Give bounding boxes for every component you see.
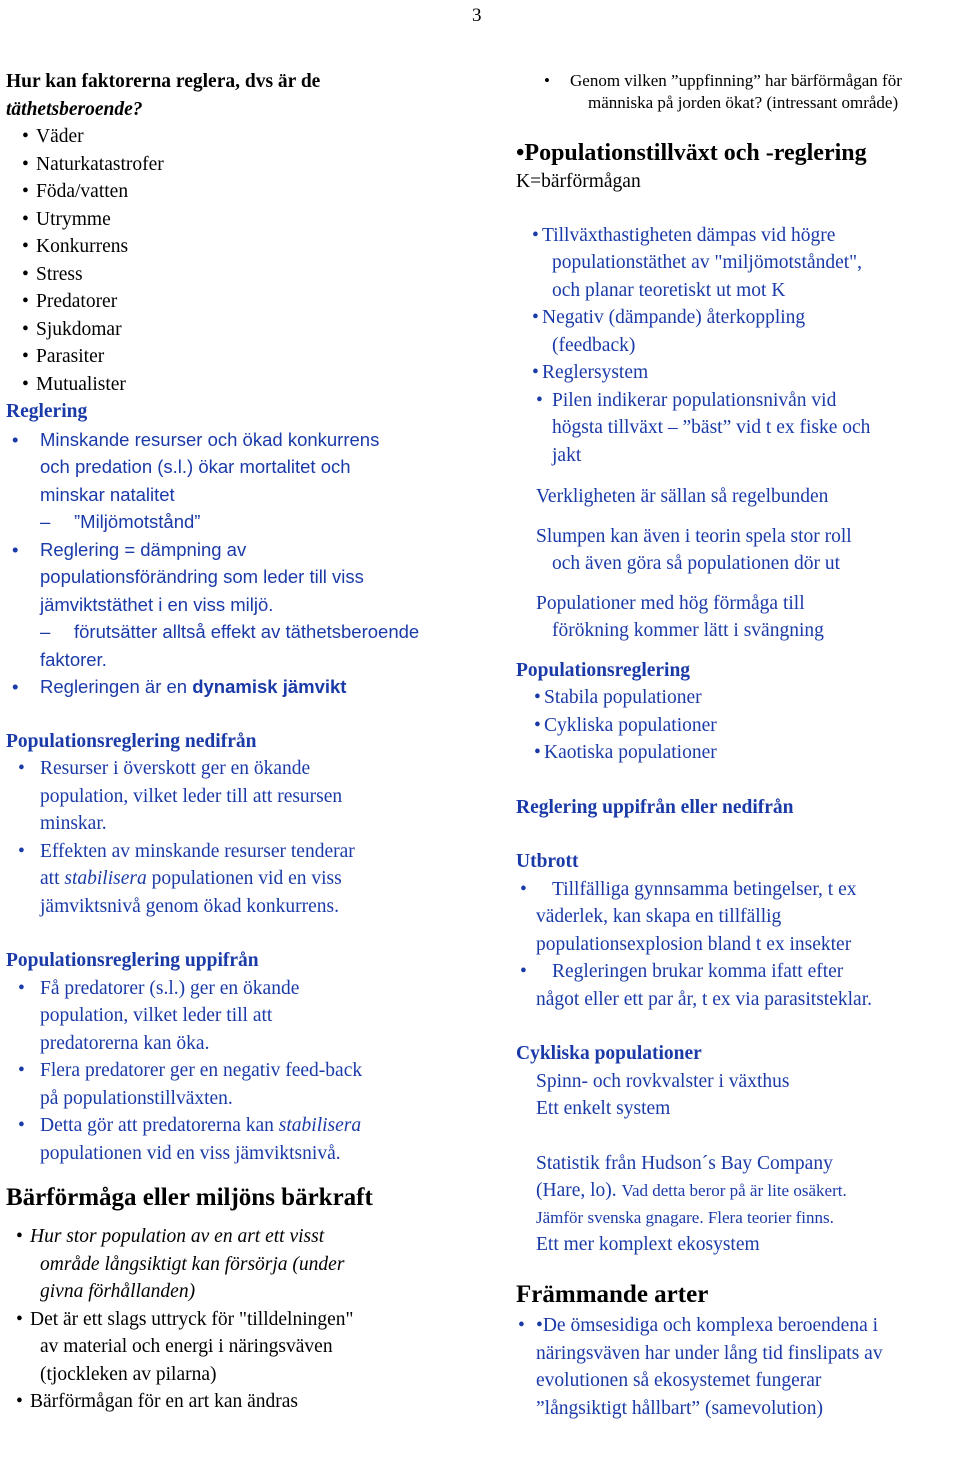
top-question: • Genom vilken ”uppfinning” har bärförmågan för människa på jorden ökat? (intressant område) (516, 70, 960, 114)
nedifran-title: Populationsreglering nedifrån (6, 730, 257, 752)
list-item: • Pilen indikerar populationsnivån vid (536, 389, 837, 411)
list-item: • Cykliska populationer (534, 714, 717, 736)
bullet-icon: • (22, 181, 29, 202)
bullet-icon: • (22, 153, 29, 175)
right-column (516, 70, 960, 1422)
paragraph-verklighet: Verkligheten är sällan så regelbunden (536, 486, 829, 507)
list-item: • Negativ (dämpande) återkoppling (532, 307, 806, 328)
tillvaxt-section: •Populationstillväxt och -reglering K=bärförmågan • Tillväxthastigheten dämpas vid högre populationstäthet av "miljömotståndet", och planar teoretiskt ut mot K • Negativ (dämpande) återkoppling (feedback) • Reglersystem • Pilen indikerar populationsnivån vid högsta tillväxt – ”bäst” vid t ex fiske och jakt (516, 138, 960, 469)
bullet-icon: • (22, 126, 29, 147)
list-item: – ”Miljömotstånd” (40, 511, 201, 532)
paragraph-slumpen: Slumpen kan även i teorin spela stor roll och även göra så populationen dör ut (536, 525, 852, 574)
list-item: • Bärförmågan för en art kan ändras (16, 1391, 299, 1412)
list-item: • Regleringen brukar komma ifatt efter (520, 961, 844, 982)
bullet-icon: • (22, 208, 29, 230)
list-item: • Effekten av minskande resurser tenderar (18, 840, 355, 862)
uppifran-section: Populationsreglering uppifrån • Få predatorer (s.l.) ger en ökande population, vilket leder till att predatorerna kan öka. • Flera predatorer ger en negativ feed-back på populationstillväxten. • Detta gör att predatorerna kan stabilisera populationen vid en viss jämviktsnivå. (6, 947, 476, 1167)
list-item: • Naturkatastrofer (18, 151, 476, 179)
list-item: • Konkurrens (18, 233, 476, 261)
list-item: • Stress (18, 261, 476, 289)
utbrott-title: Utbrott (516, 851, 579, 872)
list-item: • Sjukdomar (18, 316, 476, 344)
list-item: • Minskande resurser och ökad konkurrens (12, 428, 380, 450)
list-item: • Mutualister (18, 371, 476, 399)
list-item: • Regleringen är en dynamisk jämvikt (12, 676, 347, 697)
list-item: • Föda/vatten (18, 178, 476, 206)
list-item: – förutsätter alltså effekt av täthetsberoende (40, 621, 420, 642)
bullet-icon: • (22, 291, 29, 312)
bullet-icon: • (22, 236, 29, 257)
list-item: • Genom vilken ”uppfinning” har bärförmågan för (544, 71, 902, 90)
popreg-title: Populationsreglering (516, 659, 691, 681)
cykliska-title: Cykliska populationer (516, 1043, 702, 1064)
barformaga-section: Bärförmåga eller miljöns bärkraft • Hur stor population av en art ett visst område långsiktigt kan försörja (under givna förhållanden) • Det är ett slags uttryck för "tilldelningen" av material och energi i näringsväven (tjockleken av pilarna) • Bärförmågan för en art kan ändras (6, 1181, 476, 1416)
tillvaxt-title: •Populationstillväxt och -reglering (516, 140, 867, 166)
list-item: • Tillväxthastigheten dämpas vid högre (532, 224, 836, 246)
list-item: • Flera predatorer ger en negativ feed-back (18, 1060, 363, 1081)
barformaga-title: Bärförmåga eller miljöns bärkraft (6, 1184, 373, 1211)
uppned-title: Reglering uppifrån eller nedifrån (516, 796, 794, 818)
list-item: • Det är ett slags uttryck för "tilldelningen" (16, 1308, 354, 1330)
reglering-title: Reglering (6, 401, 88, 422)
page-number: 3 (472, 5, 482, 26)
bullet-icon: • (22, 346, 29, 367)
bullet-icon: • (22, 263, 29, 285)
list-item: • Utrymme (18, 206, 476, 234)
frammande-title: Främmande arter (516, 1281, 709, 1308)
reglering-section: Reglering • Minskande resurser och ökad konkurrens och predation (s.l.) ökar mortalitet och minskar natalitet – ”Miljömotstånd” • Reglering = dämpning av populationsförändring som leder till viss jämviktstäthet i en viss miljö. – förutsätter alltså effekt av täthetsberoende faktorer. • Regleringen är en dynamisk jämvikt (6, 398, 476, 701)
heading-tathetsberoende: Hur kan faktorerna reglera, dvs är de täthetsberoende? (6, 71, 321, 120)
frammande-section: Främmande arter • •De ömsesidiga och komplexa beroendena i näringsväven har under lång tid finslipats av evolutionen så ekosystemet fungerar ”långsiktigt hållbart” (samevolution) (516, 1278, 960, 1422)
left-column (6, 68, 476, 1416)
list-item: • Detta gör att predatorerna kan stabilisera (18, 1115, 362, 1136)
list-item: • Väder (18, 123, 476, 151)
list-item: • Parasiter (18, 343, 476, 371)
utbrott-section: Utbrott • Tillfälliga gynnsamma betingelser, t ex väderlek, kan skapa en tillfällig populationsexplosion bland t ex insekter • Regleringen brukar komma ifatt efter något eller ett par år, t ex via parasitsteklar. (516, 848, 960, 1013)
list-item: • Reglersystem (532, 362, 649, 383)
nedifran-section: Populationsreglering nedifrån • Resurser i överskott ger en ökande population, vilket leder till att resursen minskar. • Effekten av minskande resurser tenderar att stabilisera populationen vid en viss jämviktsnivå genom ökad konkurrens. (6, 728, 476, 921)
popreg-section (516, 657, 960, 767)
list-item: • Få predatorer (s.l.) ger en ökande (18, 977, 300, 999)
list-item: • Reglering = dämpning av (12, 538, 247, 560)
list-item: • Kaotiska populationer (534, 742, 717, 763)
list-item: • Resurser i överskott ger en ökande (18, 758, 311, 779)
list-item: • •De ömsesidiga och komplexa beroendena i (518, 1315, 879, 1336)
factor-list (6, 123, 476, 398)
uppifran-title: Populationsreglering uppifrån (6, 950, 259, 971)
cykliska-section: Cykliska populationer Spinn- och rovkvalster i växthus Ett enkelt system Statistik från Hudson´s Bay Company (Hare, lo). Vad detta beror på är lite osäkert. Jämför svenska gnagare. Flera teorier finns. Ett mer komplext ekosystem (516, 1040, 960, 1258)
list-item: • Predatorer (18, 288, 476, 316)
paragraph-svangning: Populationer med hög förmåga till förökning kommer lätt i svängning (536, 592, 824, 641)
list-item: • Tillfälliga gynnsamma betingelser, t ex (520, 878, 857, 900)
bullet-icon: • (22, 318, 29, 340)
bullet-icon: • (22, 373, 29, 395)
list-item: • Stabila populationer (534, 687, 702, 708)
list-item: • Hur stor population av en art ett visst (16, 1226, 325, 1247)
